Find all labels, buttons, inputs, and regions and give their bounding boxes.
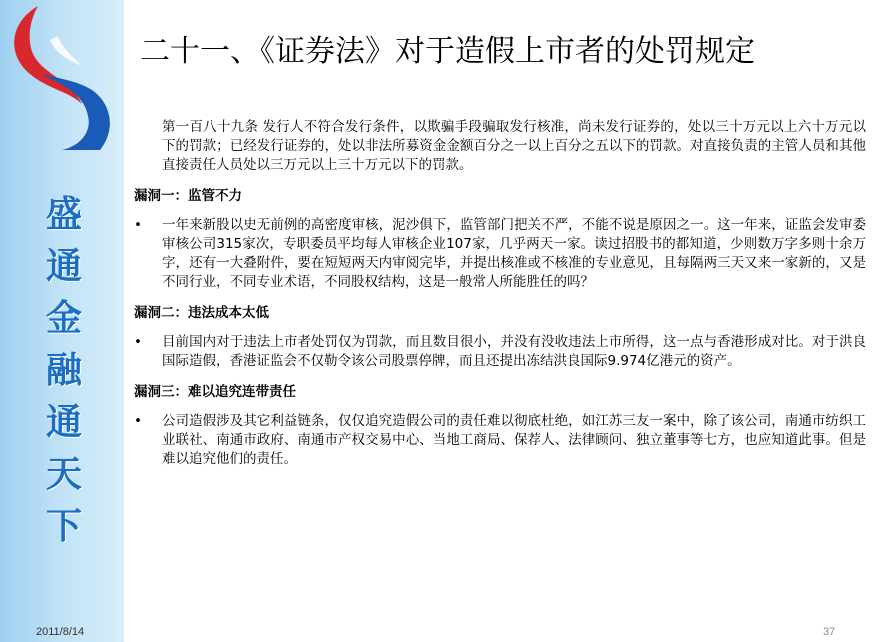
company-logo-icon — [0, 0, 124, 150]
footer-date: 2011/8/14 — [36, 626, 85, 638]
vertical-slogan — [28, 188, 100, 552]
law-article-paragraph: 第一百八十九条 发行人不符合发行条件，以欺骗手段骗取发行核准，尚未发行证券的，处以三十万元以上六十万元以下的罚款；已经发行证券的，处以非法所募资金金额百分之一以上百分之五以下的罚款。对直接负责的主管人员和其他直接责任人员处以三万元以上三十万元以下的罚款。 — [162, 119, 866, 173]
slogan-char: 下 — [45, 505, 82, 547]
bullet-text: 公司造假涉及其它利益链条，仅仅追究造假公司的责任难以彻底杜绝，如江苏三友一案中，除了该公司，南通市纺织工业联社、南通市政府、南通市产权交易中心、当地工商局、保荐人、法律顾问、独立董事等七方，也应知道此事。但是难以追究他们的责任。 — [162, 413, 866, 467]
slide-content — [134, 118, 866, 481]
slogan-char: 通 — [45, 245, 82, 287]
section-loophole-3 — [134, 383, 866, 469]
slide-title: 二十一、《证券法》对于造假上市者的处罚规定 — [140, 34, 755, 69]
bullet-text: 目前国内对于违法上市者处罚仅为罚款，而且数目很小，并没有没收违法上市所得，这一点与香港形成对比。对于洪良国际造假，香港证监会不仅勒令该公司股票停牌，而且还提出冻结洪良国际9.974亿港元的资产。 — [162, 334, 866, 369]
bullet-text: 一年来新股以史无前例的高密度审核，泥沙俱下，监管部门把关不严，不能不说是原因之一。这一年来，证监会发审委审核公司315家次，专职委员平均每人审核企业107家，几乎两天一家。读过招股书的都知道，少则数万字多则十余万字，还有一大叠附件，要在短短两天内审阅完毕，并提出核准或不核准的专业意见，且每隔两三天又来一家新的，又是不同行业，不同专业术语，不同股权结构，这是一般常人所能胜任的吗？ — [162, 217, 866, 290]
bullet-icon: • — [134, 413, 142, 429]
slogan-char: 融 — [45, 349, 82, 391]
bullet-item — [134, 412, 866, 469]
section-heading: 漏洞二：违法成本太低 — [134, 305, 269, 321]
section-loophole-1 — [134, 187, 866, 292]
slogan-char: 通 — [45, 401, 82, 443]
slogan-char: 盛 — [45, 193, 82, 235]
bullet-icon: • — [134, 217, 142, 233]
bullet-icon: • — [134, 334, 142, 350]
section-heading: 漏洞三：难以追究连带责任 — [134, 384, 296, 400]
page-number: 37 — [823, 626, 836, 638]
slogan-char: 天 — [45, 453, 82, 495]
bullet-item — [134, 333, 866, 371]
section-heading: 漏洞一：监管不力 — [134, 188, 242, 204]
slogan-char: 金 — [45, 297, 82, 339]
sidebar — [0, 0, 124, 642]
section-loophole-2 — [134, 304, 866, 371]
bullet-item — [134, 216, 866, 292]
